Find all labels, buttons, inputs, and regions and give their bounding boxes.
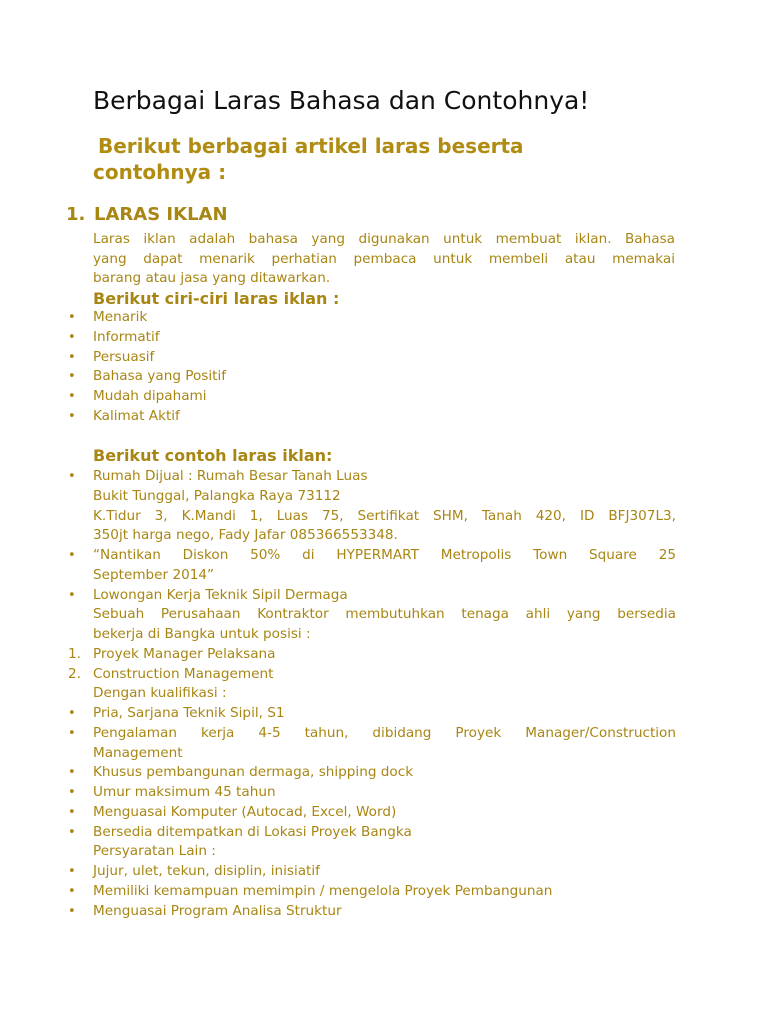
list-item: • Bersedia ditempatkan di Lokasi Proyek Bangka [68,823,676,843]
examples-list [68,467,676,922]
example-text: September 2014” [93,566,215,583]
document-title: Berbagai Laras Bahasa dan Contohnya! [93,86,590,115]
list-item: • Mudah dipahami [68,387,676,407]
list-number: 2. [68,665,81,682]
list-item: • Memiliki kemampuan memimpin / mengelola Proyek Pembangunan [68,882,676,902]
list-item: • Umur maksimum 45 tahun [68,783,676,803]
section-title: LARAS IKLAN [94,204,228,225]
bullet-icon: • [68,903,76,919]
list-item: • Rumah Dijual : Rumah Besar Tanah Luas [68,467,676,487]
bullet-icon: • [68,469,76,484]
bullet-icon: • [68,587,76,603]
characteristics-heading: Berikut ciri-ciri laras iklan : [93,289,340,308]
list-item: • Kalimat Aktif [68,407,676,427]
list-item: 1. Proyek Manager Pelaksana [68,645,676,665]
bullet-icon: • [68,349,76,365]
list-item: • Jujur, ulet, tekun, disiplin, inisiatif [68,862,676,882]
bullet-icon: • [68,785,76,801]
list-item: 2. Construction Management [68,665,676,685]
description-line: barang atau jasa yang ditawarkan. [93,270,331,287]
description-line: Laras iklan adalah bahasa yang digunakan untuk membuat iklan. Bahasa [93,231,675,247]
bullet-icon: • [68,884,76,900]
characteristics-list [68,308,676,427]
subtitle-line-1: Berikut berbagai artikel laras beserta [98,134,524,158]
bullet-icon: • [68,389,76,405]
example-text: Sebuah Perusahaan Kontraktor membutuhkan tenaga ahli yang bersedia bekerja di Bangka untuk posisi : [93,606,676,642]
list-item: • Menguasai Program Analisa Struktur [68,902,676,922]
bullet-icon: • [68,824,76,840]
bullet-icon: • [68,329,76,345]
description-line: yang dapat menarik perhatian pembaca untuk membeli atau memakai [93,250,675,267]
section-heading [66,204,228,225]
example-text: Bukit Tunggal, Palangka Raya 73112 K.Tidur 3, K.Mandi 1, Luas 75, Sertifikat SHM, Tanah 420, ID BFJ307L3, 350jt harga nego, Fady Jafar 085366553348. [93,487,676,544]
bullet-icon: • [68,369,76,385]
bullet-icon: • [68,804,76,820]
bullet-icon: • [68,765,76,781]
section-description [93,230,675,289]
examples-heading: Berikut contoh laras iklan: [93,446,333,465]
bullet-icon: • [68,408,76,424]
list-item: • Persuasif [68,348,676,368]
list-item: • Lowongan Kerja Teknik Sipil Dermaga [68,586,676,606]
bullet-icon: • [68,725,76,741]
qualification-label: Dengan kualifikasi : [93,685,227,702]
other-requirements-label: Persyaratan Lain : [93,843,216,860]
list-item: • Khusus pembangunan dermaga, shipping dock [68,763,676,783]
section-number: 1. [66,204,86,225]
document-subtitle [93,133,524,185]
list-item: • “Nantikan Diskon 50% di HYPERMART Metropolis Town Square 25 [68,546,676,566]
bullet-icon: • [68,706,76,722]
bullet-icon: • [68,547,76,563]
list-item: • Pengalaman kerja 4-5 tahun, dibidang Proyek Manager/Construction Management [68,724,676,761]
list-item: • Pria, Sarjana Teknik Sipil, S1 [68,704,676,724]
bullet-icon: • [68,310,76,325]
list-item: • Menguasai Komputer (Autocad, Excel, Word) [68,803,676,823]
list-item: • Informatif [68,328,676,348]
subtitle-line-2: contohnya : [93,160,227,184]
list-item: • Bahasa yang Positif [68,367,676,387]
bullet-icon: • [68,864,76,880]
list-item: • Menarik [68,308,676,328]
list-number: 1. [68,645,81,662]
